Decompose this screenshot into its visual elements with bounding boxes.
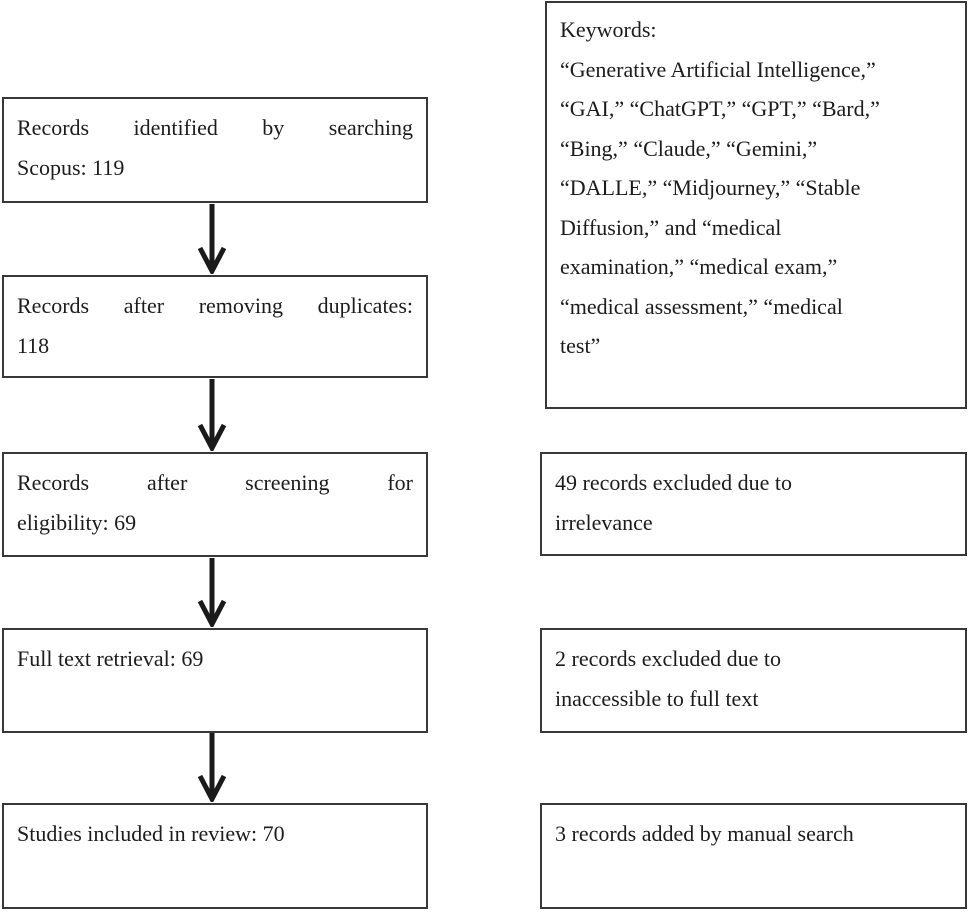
box-studies-included xyxy=(2,803,428,909)
down-arrow-icon xyxy=(195,733,229,802)
box-text-line: “Bing,” “Claude,” “Gemini,” xyxy=(560,135,818,161)
box-text-line: examination,” “medical exam,” xyxy=(560,254,838,279)
box-text-line: eligibility: 69 xyxy=(17,510,137,535)
box-text-line: “Generative Artificial Intelligence,” xyxy=(560,56,876,82)
box-excluded-irrelevance xyxy=(540,452,967,556)
down-arrow-icon xyxy=(195,204,229,274)
box-text-line: “medical assessment,” “medical xyxy=(560,293,843,319)
box-text-line: “GAI,” “ChatGPT,” “GPT,” “Bard,” xyxy=(560,96,880,121)
box-records-after-duplicates xyxy=(2,275,428,378)
box-text-line: Records identified by searching xyxy=(17,115,413,140)
box-text-line: inaccessible to full text xyxy=(555,686,759,711)
box-text-line: “DALLE,” “Midjourney,” “Stable xyxy=(560,175,861,200)
box-records-after-screening xyxy=(2,452,428,557)
box-text-line: 49 records excluded due to xyxy=(555,470,793,495)
box-excluded-inaccessible xyxy=(540,628,967,733)
box-text-line: Diffusion,” and “medical xyxy=(560,214,782,240)
box-records-identified xyxy=(2,97,428,203)
box-text-line: Studies included in review: 70 xyxy=(17,821,285,846)
box-text-line: 2 records excluded due to xyxy=(555,646,782,671)
box-text-line: 3 records added by manual search xyxy=(555,821,854,846)
box-text-line: test” xyxy=(560,333,601,358)
box-text-line: Full text retrieval: 69 xyxy=(17,646,204,671)
box-text-line: Records after removing duplicates: xyxy=(17,293,413,318)
box-text-line: Scopus: 119 xyxy=(17,155,125,180)
down-arrow-icon xyxy=(195,558,229,627)
box-added-manual-search xyxy=(540,803,967,909)
box-keywords xyxy=(545,1,967,409)
box-text-line: irrelevance xyxy=(555,510,653,535)
box-full-text-retrieval xyxy=(2,628,428,733)
box-text-line: Keywords: xyxy=(560,17,657,42)
down-arrow-icon xyxy=(195,379,229,451)
box-text-line: Records after screening for xyxy=(17,470,413,495)
box-text-line: 118 xyxy=(17,333,50,358)
